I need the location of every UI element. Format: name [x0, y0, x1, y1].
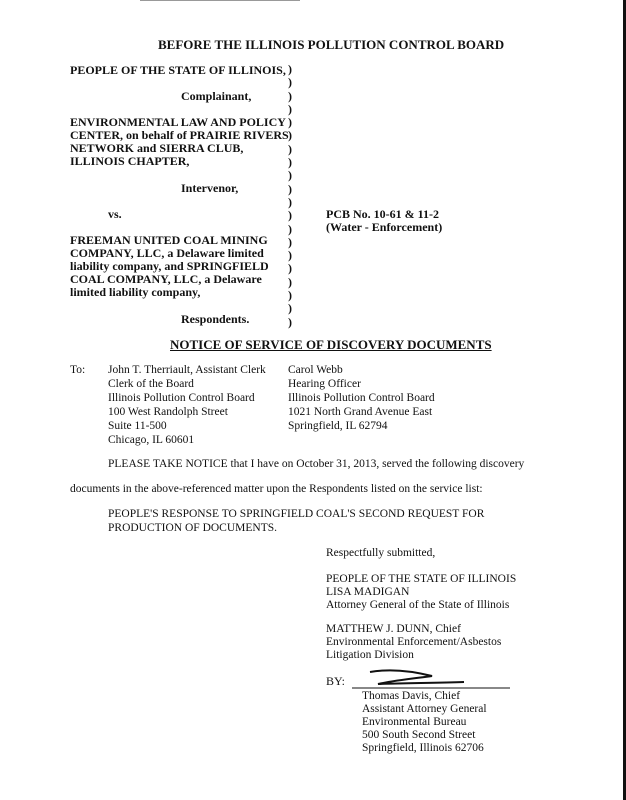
- document-line: PRODUCTION OF DOCUMENTS.: [108, 522, 278, 534]
- recipient-1-line: 100 West Randolph Street: [108, 406, 228, 418]
- page-title: BEFORE THE ILLINOIS POLLUTION CONTROL BOARD: [158, 37, 505, 52]
- signer-line: Thomas Davis, Chief: [362, 690, 461, 702]
- closing: Respectfully submitted,: [326, 547, 436, 559]
- signature-block-2-line: MATTHEW J. DUNN, Chief: [326, 623, 461, 635]
- intervenor-line: ILLINOIS CHAPTER,: [70, 154, 190, 168]
- scan-artifact-top: [140, 0, 300, 1]
- case-type: (Water - Enforcement): [326, 220, 443, 234]
- versus: vs.: [108, 207, 122, 221]
- notice-body-line-2: documents in the above-referenced matter upon the Respondents listed on the service list:: [70, 483, 483, 495]
- intervenor-line: NETWORK and SIERRA CLUB,: [70, 141, 244, 155]
- signer-line: Environmental Bureau: [362, 716, 467, 728]
- recipient-2-line: Springfield, IL 62794: [288, 420, 388, 432]
- recipient-1-line: John T. Therriault, Assistant Clerk: [108, 364, 266, 376]
- recipient-2-line: Carol Webb: [288, 364, 343, 376]
- intervenor-line: ENVIRONMENTAL LAW AND POLICY: [70, 115, 286, 129]
- respondent-line: liability company, and SPRINGFIELD: [70, 259, 269, 273]
- complainant-role: Complainant,: [181, 89, 252, 103]
- respondent-line: COAL COMPANY, LLC, a Delaware: [70, 272, 262, 286]
- signature-block-1-line: LISA MADIGAN: [326, 586, 410, 598]
- intervenor-role: Intervenor,: [181, 181, 239, 195]
- case-number: PCB No. 10-61 & 11-2: [326, 207, 439, 221]
- recipient-1-line: Suite 11-500: [108, 420, 167, 432]
- recipient-2-line: 1021 North Grand Avenue East: [288, 406, 433, 418]
- to-label: To:: [70, 364, 86, 376]
- recipient-1-line: Illinois Pollution Control Board: [108, 392, 255, 404]
- signature-block-1-line: Attorney General of the State of Illinois: [326, 599, 510, 611]
- signature-block-2-line: Litigation Division: [326, 649, 414, 661]
- notice-body-line-1: PLEASE TAKE NOTICE that I have on October 31, 2013, served the following discovery: [108, 458, 525, 470]
- recipient-1-line: Clerk of the Board: [108, 378, 194, 390]
- complainant-name: PEOPLE OF THE STATE OF ILLINOIS,: [70, 63, 286, 77]
- signer-line: Springfield, Illinois 62706: [362, 742, 484, 754]
- notice-title: NOTICE OF SERVICE OF DISCOVERY DOCUMENTS: [170, 337, 492, 352]
- signature-block-1-line: PEOPLE OF THE STATE OF ILLINOIS: [326, 573, 517, 585]
- signature-block-2-line: Environmental Enforcement/Asbestos: [326, 636, 502, 648]
- signer-line: 500 South Second Street: [362, 729, 476, 741]
- intervenor-line: CENTER, on behalf of PRAIRIE RIVERS: [70, 128, 289, 142]
- respondent-role: Respondents.: [181, 312, 250, 326]
- respondent-line: FREEMAN UNITED COAL MINING: [70, 233, 268, 247]
- respondent-line: COMPANY, LLC, a Delaware limited: [70, 246, 264, 260]
- signer-line: Assistant Attorney General: [362, 703, 487, 715]
- recipient-2-line: Illinois Pollution Control Board: [288, 392, 435, 404]
- recipient-1-line: Chicago, IL 60601: [108, 434, 195, 446]
- respondent-line: limited liability company,: [70, 285, 201, 299]
- document-line: PEOPLE'S RESPONSE TO SPRINGFIELD COAL'S SECOND REQUEST FOR: [108, 508, 485, 520]
- by-label: BY:: [326, 674, 345, 688]
- recipient-2-line: Hearing Officer: [288, 378, 361, 390]
- caption-divider: ) ) ) ) ) ) ) ) ) ) ) ) ) ) ) ) ) ) ) ): [288, 62, 292, 329]
